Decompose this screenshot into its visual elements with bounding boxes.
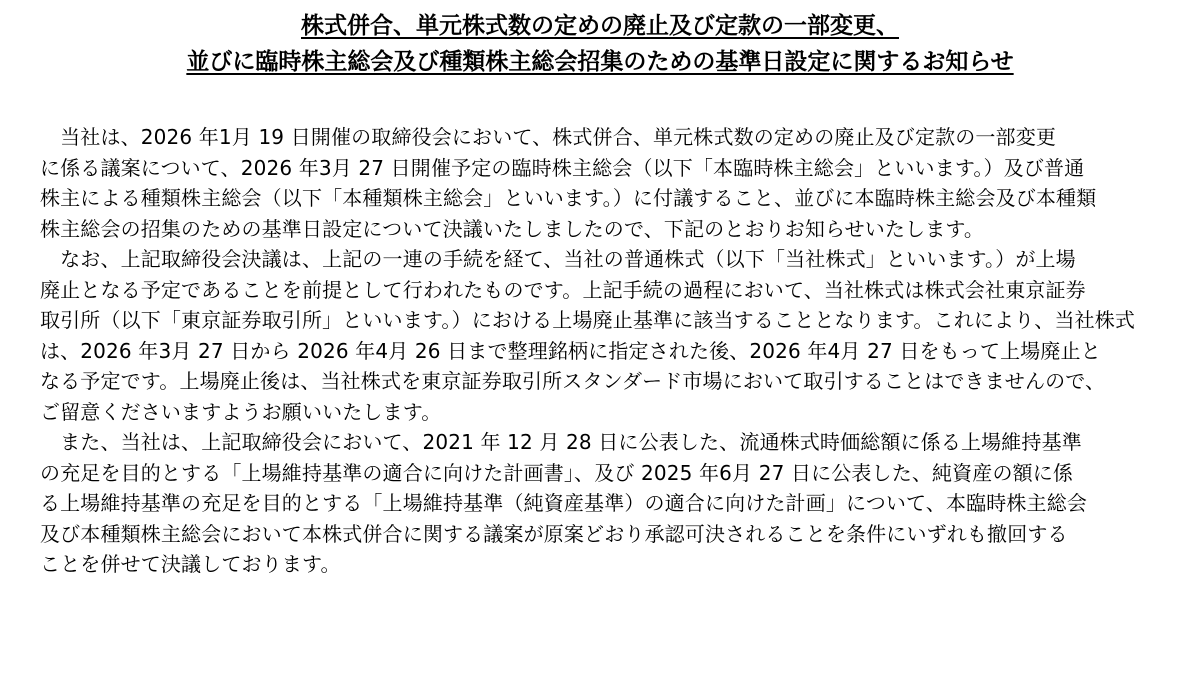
paragraph-line: 取引所（以下「東京証券取引所」といいます。）における上場廃止基準に該当することとなります。これにより、当社株式 [40,308,1136,332]
paragraph-line: また、当社は、上記取締役会において、2021 年 12 月 28 日に公表した、流通株式時価総額に係る上場維持基準 [40,430,1082,454]
paragraph-1 [40,122,1160,244]
paragraph-line: 及び本種類株主総会において本株式併合に関する議案が原案どおり承認可決されることを条件にいずれも撤回する [40,521,1068,546]
paragraph-line: ことを併せて決議しております。 [40,552,341,576]
paragraph-line: なる予定です。上場廃止後は、当社株式を東京証券取引所スタンダード市場において取引することはできませんので、 [40,369,1106,393]
title-line-2: 並びに臨時株主総会及び種類株主総会招集のための基準日設定に関するお知らせ [186,49,1014,75]
paragraph-line: 株主総会の招集のための基準日設定について決議いたしましたので、下記のとおりお知らせいたします。 [40,216,985,241]
paragraph-line: 当社は、2026 年1月 19 日開催の取締役会において、株式併合、単元株式数の定めの廃止及び定款の一部変更 [40,125,1056,149]
title-line-1: 株式併合、単元株式数の定めの廃止及び定款の一部変更、 [301,13,899,39]
paragraph-line: 株主による種類株主総会（以下「本種類株主総会」といいます。）に付議すること、並びに本臨時株主総会及び本種類 [40,186,1097,210]
paragraph-line: なお、上記取締役会決議は、上記の一連の手続を経て、当社の普通株式（以下「当社株式」といいます。）が上場 [40,247,1076,271]
document-body [40,122,1160,580]
paragraph-line: ご留意くださいますようお願いいたします。 [40,399,442,424]
paragraph-2 [40,244,1160,427]
paragraph-line: に係る議案について、2026 年3月 27 日開催予定の臨時株主総会（以下「本臨時株主総会」といいます。）及び普通 [40,155,1085,180]
paragraph-line: る上場維持基準の充足を目的とする「上場維持基準（純資産基準）の適合に向けた計画」について、本臨時株主総会 [40,491,1087,515]
paragraph-line: の充足を目的とする「上場維持基準の適合に向けた計画書」、及び 2025 年6月 27 日に公表した、純資産の額に係 [40,460,1074,485]
paragraph-3 [40,427,1160,580]
paragraph-line: 廃止となる予定であることを前提として行われたものです。上記手続の過程において、当社株式は株式会社東京証券 [40,277,1086,302]
paragraph-line: は、2026 年3月 27 日から 2026 年4月 26 日まで整理銘柄に指定された後、2026 年4月 27 日をもって上場廃止と [40,338,1101,363]
document-title [0,8,1200,80]
